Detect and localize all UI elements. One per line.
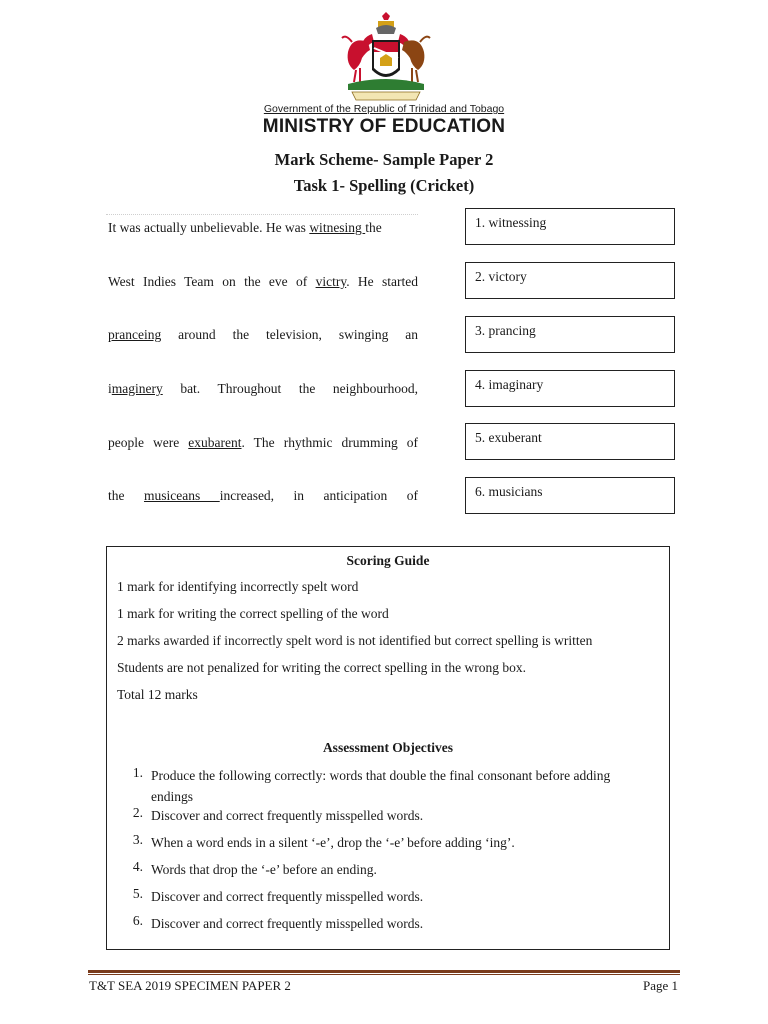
assessment-objectives-heading: Assessment Objectives bbox=[322, 740, 454, 755]
passage-text: around the television, swinging an bbox=[161, 327, 418, 343]
answer-box bbox=[465, 316, 675, 353]
misspelled-word: musiceans bbox=[143, 488, 220, 504]
answer-text: 6. musicians bbox=[475, 484, 543, 499]
passage-line bbox=[108, 266, 418, 320]
answer-box bbox=[465, 477, 675, 514]
passage-line bbox=[108, 427, 418, 481]
scoring-guide-line: Total 12 marks bbox=[117, 687, 198, 702]
footer-title: T&T SEA 2019 SPECIMEN PAPER 2 bbox=[89, 978, 291, 993]
coat-of-arms-logo bbox=[338, 12, 434, 104]
objective-text: Discover and correct frequently misspelled words. bbox=[151, 916, 424, 931]
answer-box bbox=[465, 370, 675, 407]
misspelled-word: victry bbox=[315, 273, 347, 289]
objective-number: 6. bbox=[132, 913, 143, 928]
answer-box bbox=[465, 262, 675, 299]
objective-text: Produce the following correctly: words that double the final consonant before adding endings bbox=[151, 768, 611, 804]
footer-rule bbox=[88, 970, 680, 973]
objective-text: Discover and correct frequently misspelled words. bbox=[151, 808, 424, 823]
passage-line bbox=[108, 319, 418, 373]
government-text: Government of the Republic of Trinidad and Tobago bbox=[263, 103, 505, 115]
objective-number: 1. bbox=[132, 765, 143, 780]
scoring-guide-line: Students are not penalized for writing the correct spelling in the wrong box. bbox=[117, 660, 527, 675]
misspelled-word: maginery bbox=[111, 381, 163, 397]
passage-line bbox=[108, 480, 418, 534]
answer-box bbox=[465, 208, 675, 245]
ministry-title: MINISTRY OF EDUCATION bbox=[262, 116, 506, 137]
objective-number: 2. bbox=[132, 805, 143, 820]
scoring-guide-line: 1 mark for writing the correct spelling of the word bbox=[117, 606, 389, 621]
objective-text: Discover and correct frequently misspelled words. bbox=[151, 889, 424, 904]
scoring-guide-box bbox=[106, 546, 670, 950]
scoring-guide-heading: Scoring Guide bbox=[346, 553, 430, 568]
scoring-guide-line: 1 mark for identifying incorrectly spelt word bbox=[117, 579, 359, 594]
passage-text: bat. Throughout the neighbourhood, bbox=[162, 381, 418, 397]
page-number: Page 1 bbox=[642, 978, 678, 993]
passage-text: . The rhythmic drumming of bbox=[241, 434, 418, 450]
footer-rule-thin bbox=[88, 974, 680, 975]
passage-line bbox=[108, 373, 418, 427]
passage-text: i bbox=[108, 381, 112, 397]
misspelled-word: witnesing bbox=[309, 220, 366, 235]
answer-text: 3. prancing bbox=[475, 323, 536, 338]
passage-text: . He started bbox=[346, 273, 418, 289]
objective-number: 3. bbox=[132, 832, 143, 847]
passage-text: West Indies Team on the eve of bbox=[108, 273, 316, 289]
passage-text: people were bbox=[108, 434, 189, 450]
misspelled-word: pranceing bbox=[108, 327, 162, 343]
objective-number: 4. bbox=[132, 859, 143, 874]
passage-line bbox=[108, 212, 418, 266]
scoring-guide-line: 2 marks awarded if incorrectly spelt word is not identified but correct spelling is written bbox=[117, 633, 593, 648]
document-title: Mark Scheme- Sample Paper 2 bbox=[274, 150, 494, 169]
passage-text: increased, in anticipation of bbox=[219, 488, 418, 504]
passage-text: the bbox=[108, 488, 144, 504]
answer-text: 5. exuberant bbox=[475, 430, 542, 445]
objective-number: 5. bbox=[132, 886, 143, 901]
passage-text: It was actually unbelievable. He was bbox=[108, 220, 310, 235]
answer-text: 2. victory bbox=[475, 269, 527, 284]
objective-text: When a word ends in a silent ‘-e’, drop the ‘-e’ before adding ‘ing’. bbox=[151, 835, 515, 850]
answer-text: 1. witnessing bbox=[475, 215, 547, 230]
misspelled-word: exubarent bbox=[188, 434, 242, 450]
passage bbox=[108, 212, 418, 534]
government-line bbox=[0, 103, 768, 115]
passage-text: the bbox=[365, 220, 382, 235]
answer-box bbox=[465, 423, 675, 460]
answer-text: 4. imaginary bbox=[475, 377, 544, 392]
document-subtitle: Task 1- Spelling (Cricket) bbox=[293, 176, 475, 195]
objective-text: Words that drop the ‘-e’ before an ending. bbox=[151, 862, 377, 877]
